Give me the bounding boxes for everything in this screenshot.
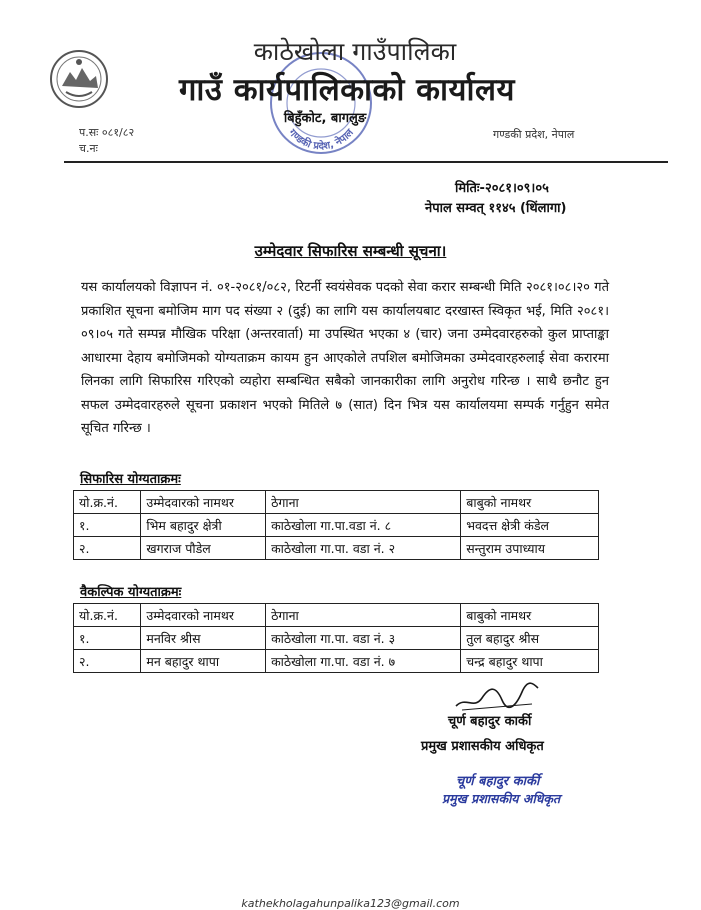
municipality-name: काठेखोला गाउँपालिका [253, 37, 457, 66]
table-cell: सन्तुराम उपाध्याय [461, 537, 599, 560]
header-cell: उम्मेदवारको नामथर [141, 491, 266, 514]
recommended-section-title: सिफारिस योग्यताक्रमः [80, 472, 181, 487]
table-cell: चन्द्र बहादुर थापा [461, 650, 599, 673]
nepal-sambat-date: नेपाल सम्वत् ११४५ (थिंलागा) [425, 201, 567, 216]
notice-body: यस कार्यालयको विज्ञापन नं. ०१-२०८१/०८२, रिटर्नी स्वयंसेवक पदको सेवा करार सम्बन्धी मिति २०८१।०८।२० गते प्रकाशित सूचना बमोजिम माग पद संख्या २ (दुई) का लागि यस कार्यालयबाट दरखास्त स्विकृत भई, मिति २०८१।०९।०५ गते सम्पन्न मौखिक परिक्षा (अन्तरवार्ता) मा उपस्थित भएका ४ (चार) जना उम्मेदवारहरुको कुल प्राप्ताङ्का आधारमा देहाय बमोजिमको योग्यताक्रम कायम हुन आएकोले तपशिल बमोजिमका उम्मेदवारहरुलाई सेवा करारमा लिनका लागि सिफारिस गरिएको व्यहोरा सम्बन्धित सबैको जानकारीका लागि अनुरोध गरिन्छ । साथै छनौट हुन सफल उम्मेदवारहरुले सूचना प्रकाशन भएको मितिले ७ (सात) दिन भित्र यस कार्यालयमा सम्पर्क गर्नुहुन समेत सूचित गरिन्छ । [81, 280, 609, 436]
table-row [74, 650, 599, 673]
table-row [74, 514, 599, 537]
header-cell: बाबुको नामथर [461, 491, 599, 514]
stamp-text: गण्डकी प्रदेश, नेपाल [286, 127, 356, 153]
header-cell: बाबुको नामथर [461, 604, 599, 627]
table-cell: १. [74, 514, 141, 537]
table-header-row [74, 491, 599, 514]
table-cell: काठेखोला गा.पा.वडा नं. ८ [266, 514, 461, 537]
notice-date: मितिः-२०८१।०९।०५ [455, 181, 549, 196]
alternate-table [73, 603, 599, 673]
nepal-emblem-icon [48, 48, 110, 110]
table-cell: १. [74, 627, 141, 650]
table-cell: खगराज पौडेल [141, 537, 266, 560]
signatory-title: प्रमुख प्रशासकीय अधिकृत [421, 739, 544, 754]
table-cell: काठेखोला गा.पा. वडा नं. २ [266, 537, 461, 560]
header-cell: ठेगाना [266, 604, 461, 627]
dispatch-number: च.नः [79, 142, 98, 155]
notice-subject [0, 241, 701, 261]
table-cell: भवदत्त क्षेत्री कंडेल [461, 514, 599, 537]
table-row [74, 627, 599, 650]
table-cell: २. [74, 650, 141, 673]
province-label: गण्डकी प्रदेश, नेपाल [493, 128, 575, 141]
subject-text: उम्मेदवार सिफारिस सम्बन्धी सूचना। [254, 242, 447, 260]
table-cell: मनविर श्रीस [141, 627, 266, 650]
table-row [74, 537, 599, 560]
header-cell: यो.क्र.नं. [74, 604, 141, 627]
office-address: बिहुँकोट, बागलुङ [283, 111, 367, 126]
table-cell: भिम बहादुर क्षेत्री [141, 514, 266, 537]
seal-name: चूर्ण बहादुर कार्की [456, 774, 540, 789]
reference-number: प.सः ०८१/८२ [79, 126, 135, 139]
alternate-section-title: वैकल्पिक योग्यताक्रमः [80, 585, 182, 600]
seal-title: प्रमुख प्रशासकीय अधिकृत [442, 791, 561, 806]
office-name: गाउँ कार्यपालिकाको कार्यालय [178, 72, 516, 108]
table-header-row [74, 604, 599, 627]
table-cell: तुल बहादुर श्रीस [461, 627, 599, 650]
header-divider [64, 161, 668, 163]
footer-email: kathekholagahunpalika123@gmail.com [241, 897, 460, 910]
table-cell: काठेखोला गा.पा. वडा नं. ३ [266, 627, 461, 650]
header-cell: यो.क्र.नं. [74, 491, 141, 514]
signature-icon [452, 676, 542, 716]
svg-text:गण्डकी प्रदेश, नेपाल [286, 127, 357, 153]
table-cell: काठेखोला गा.पा. वडा नं. ७ [266, 650, 461, 673]
table-cell: २. [74, 537, 141, 560]
header-cell: ठेगाना [266, 491, 461, 514]
header-cell: उम्मेदवारको नामथर [141, 604, 266, 627]
signatory-name: चूर्ण बहादुर कार्की [448, 714, 532, 729]
table-cell: मन बहादुर थापा [141, 650, 266, 673]
recommended-table [73, 490, 599, 560]
